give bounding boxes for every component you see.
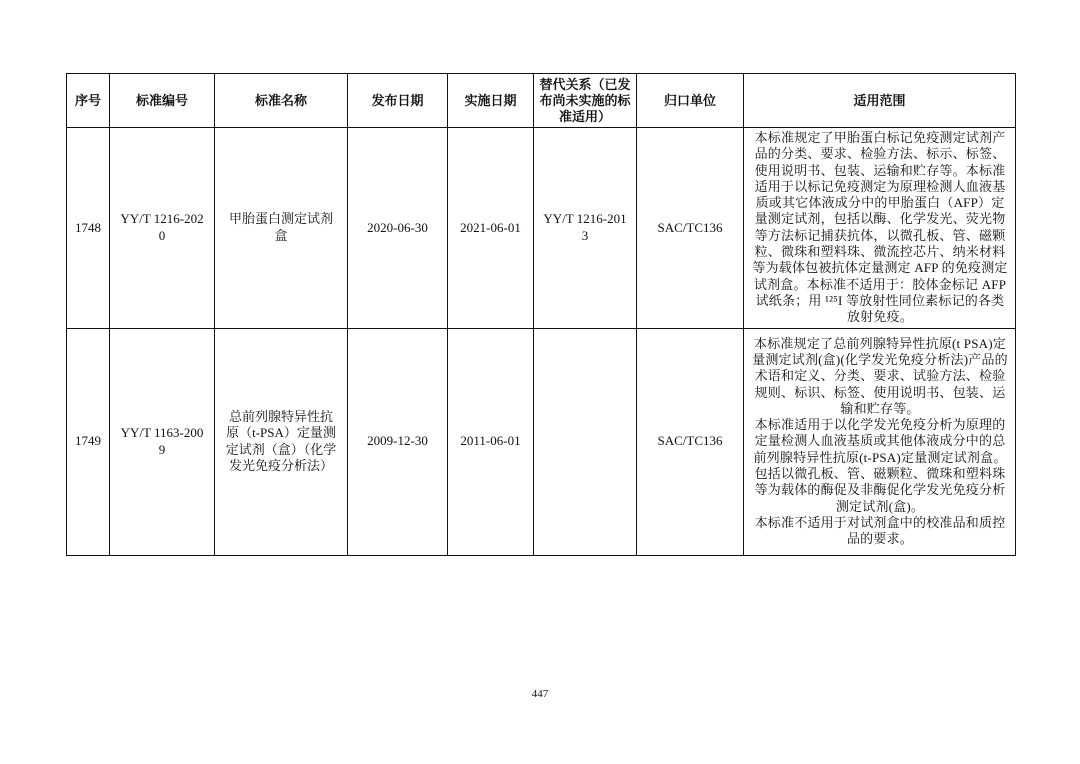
table-row <box>67 328 1016 555</box>
cell-replacement: YY/T 1216-2013 <box>534 128 637 329</box>
scope-paragraph: 本标准规定了总前列腺特异性抗原(t PSA)定量测定试剂(盒)(化学发光免疫分析法)产品的术语和定义、分类、要求、试验方法、检验规则、标识、标签、使用说明书、包装、运输和贮存等。 <box>752 335 1008 416</box>
cell-code: YY/T 1216-2020 <box>110 128 215 329</box>
cell-scope <box>744 328 1016 555</box>
header-implement-date: 实施日期 <box>448 74 534 128</box>
standards-table <box>66 73 1016 556</box>
scope-paragraph: 本标准适用于以化学发光免疫分析为原理的定量检测人血液基质或其他体液成分中的总前列腺特异性抗原(t-PSA)定量测定试剂盒。包括以微孔板、管、磁颗粒、微珠和塑料珠等为载体的酶促及非酶促化学发光免疫分析测定试剂(盒)。 <box>753 417 1007 514</box>
cell-seq: 1749 <box>67 328 110 555</box>
scope-paragraph: 本标准规定了甲胎蛋白标记免疫测定试剂产品的分类、要求、检验方法、标示、标签、使用说明书、包装、运输和贮存等。本标准适用于以标记免疫测定为原理检测人血液基质或其它体液成分中的甲胎蛋白（AFP）定量测定试剂，包括以酶、化学发光、荧光物等方法标记捕获抗体，以微孔板、管、磁颗粒、微珠和塑料珠、微流控芯片、纳米材料等为载体包被抗体定量测定 AFP 的免疫测定试剂盒。本标准不适用于：胶体金标记 AFP 试纸条；用 ¹²⁵I 等放射性同位素标记的各类放射免疫。 <box>752 130 1008 325</box>
cell-implement-date: 2021-06-01 <box>448 128 534 329</box>
header-unit: 归口单位 <box>637 74 744 128</box>
cell-code: YY/T 1163-2009 <box>110 328 215 555</box>
cell-publish-date: 2009-12-30 <box>348 328 448 555</box>
cell-scope <box>744 128 1016 329</box>
page-number: 447 <box>531 688 549 700</box>
cell-replacement <box>534 328 637 555</box>
header-name: 标准名称 <box>215 74 348 128</box>
cell-unit: SAC/TC136 <box>637 128 744 329</box>
cell-publish-date: 2020-06-30 <box>348 128 448 329</box>
cell-seq: 1748 <box>67 128 110 329</box>
header-seq: 序号 <box>67 74 110 128</box>
header-scope: 适用范围 <box>744 74 1016 128</box>
scope-paragraph: 本标准不适用于对试剂盒中的校准品和质控品的要求。 <box>754 514 1006 547</box>
table-row <box>67 128 1016 329</box>
table-header-row <box>67 74 1016 128</box>
header-replacement: 替代关系（已发布尚未实施的标准适用） <box>534 74 637 128</box>
cell-name: 总前列腺特异性抗原（t-PSA）定量测定试剂（盒）（化学发光免疫分析法） <box>215 328 348 555</box>
cell-name: 甲胎蛋白测定试剂盒 <box>215 128 348 329</box>
header-publish-date: 发布日期 <box>348 74 448 128</box>
header-code: 标准编号 <box>110 74 215 128</box>
cell-unit: SAC/TC136 <box>637 328 744 555</box>
cell-implement-date: 2011-06-01 <box>448 328 534 555</box>
